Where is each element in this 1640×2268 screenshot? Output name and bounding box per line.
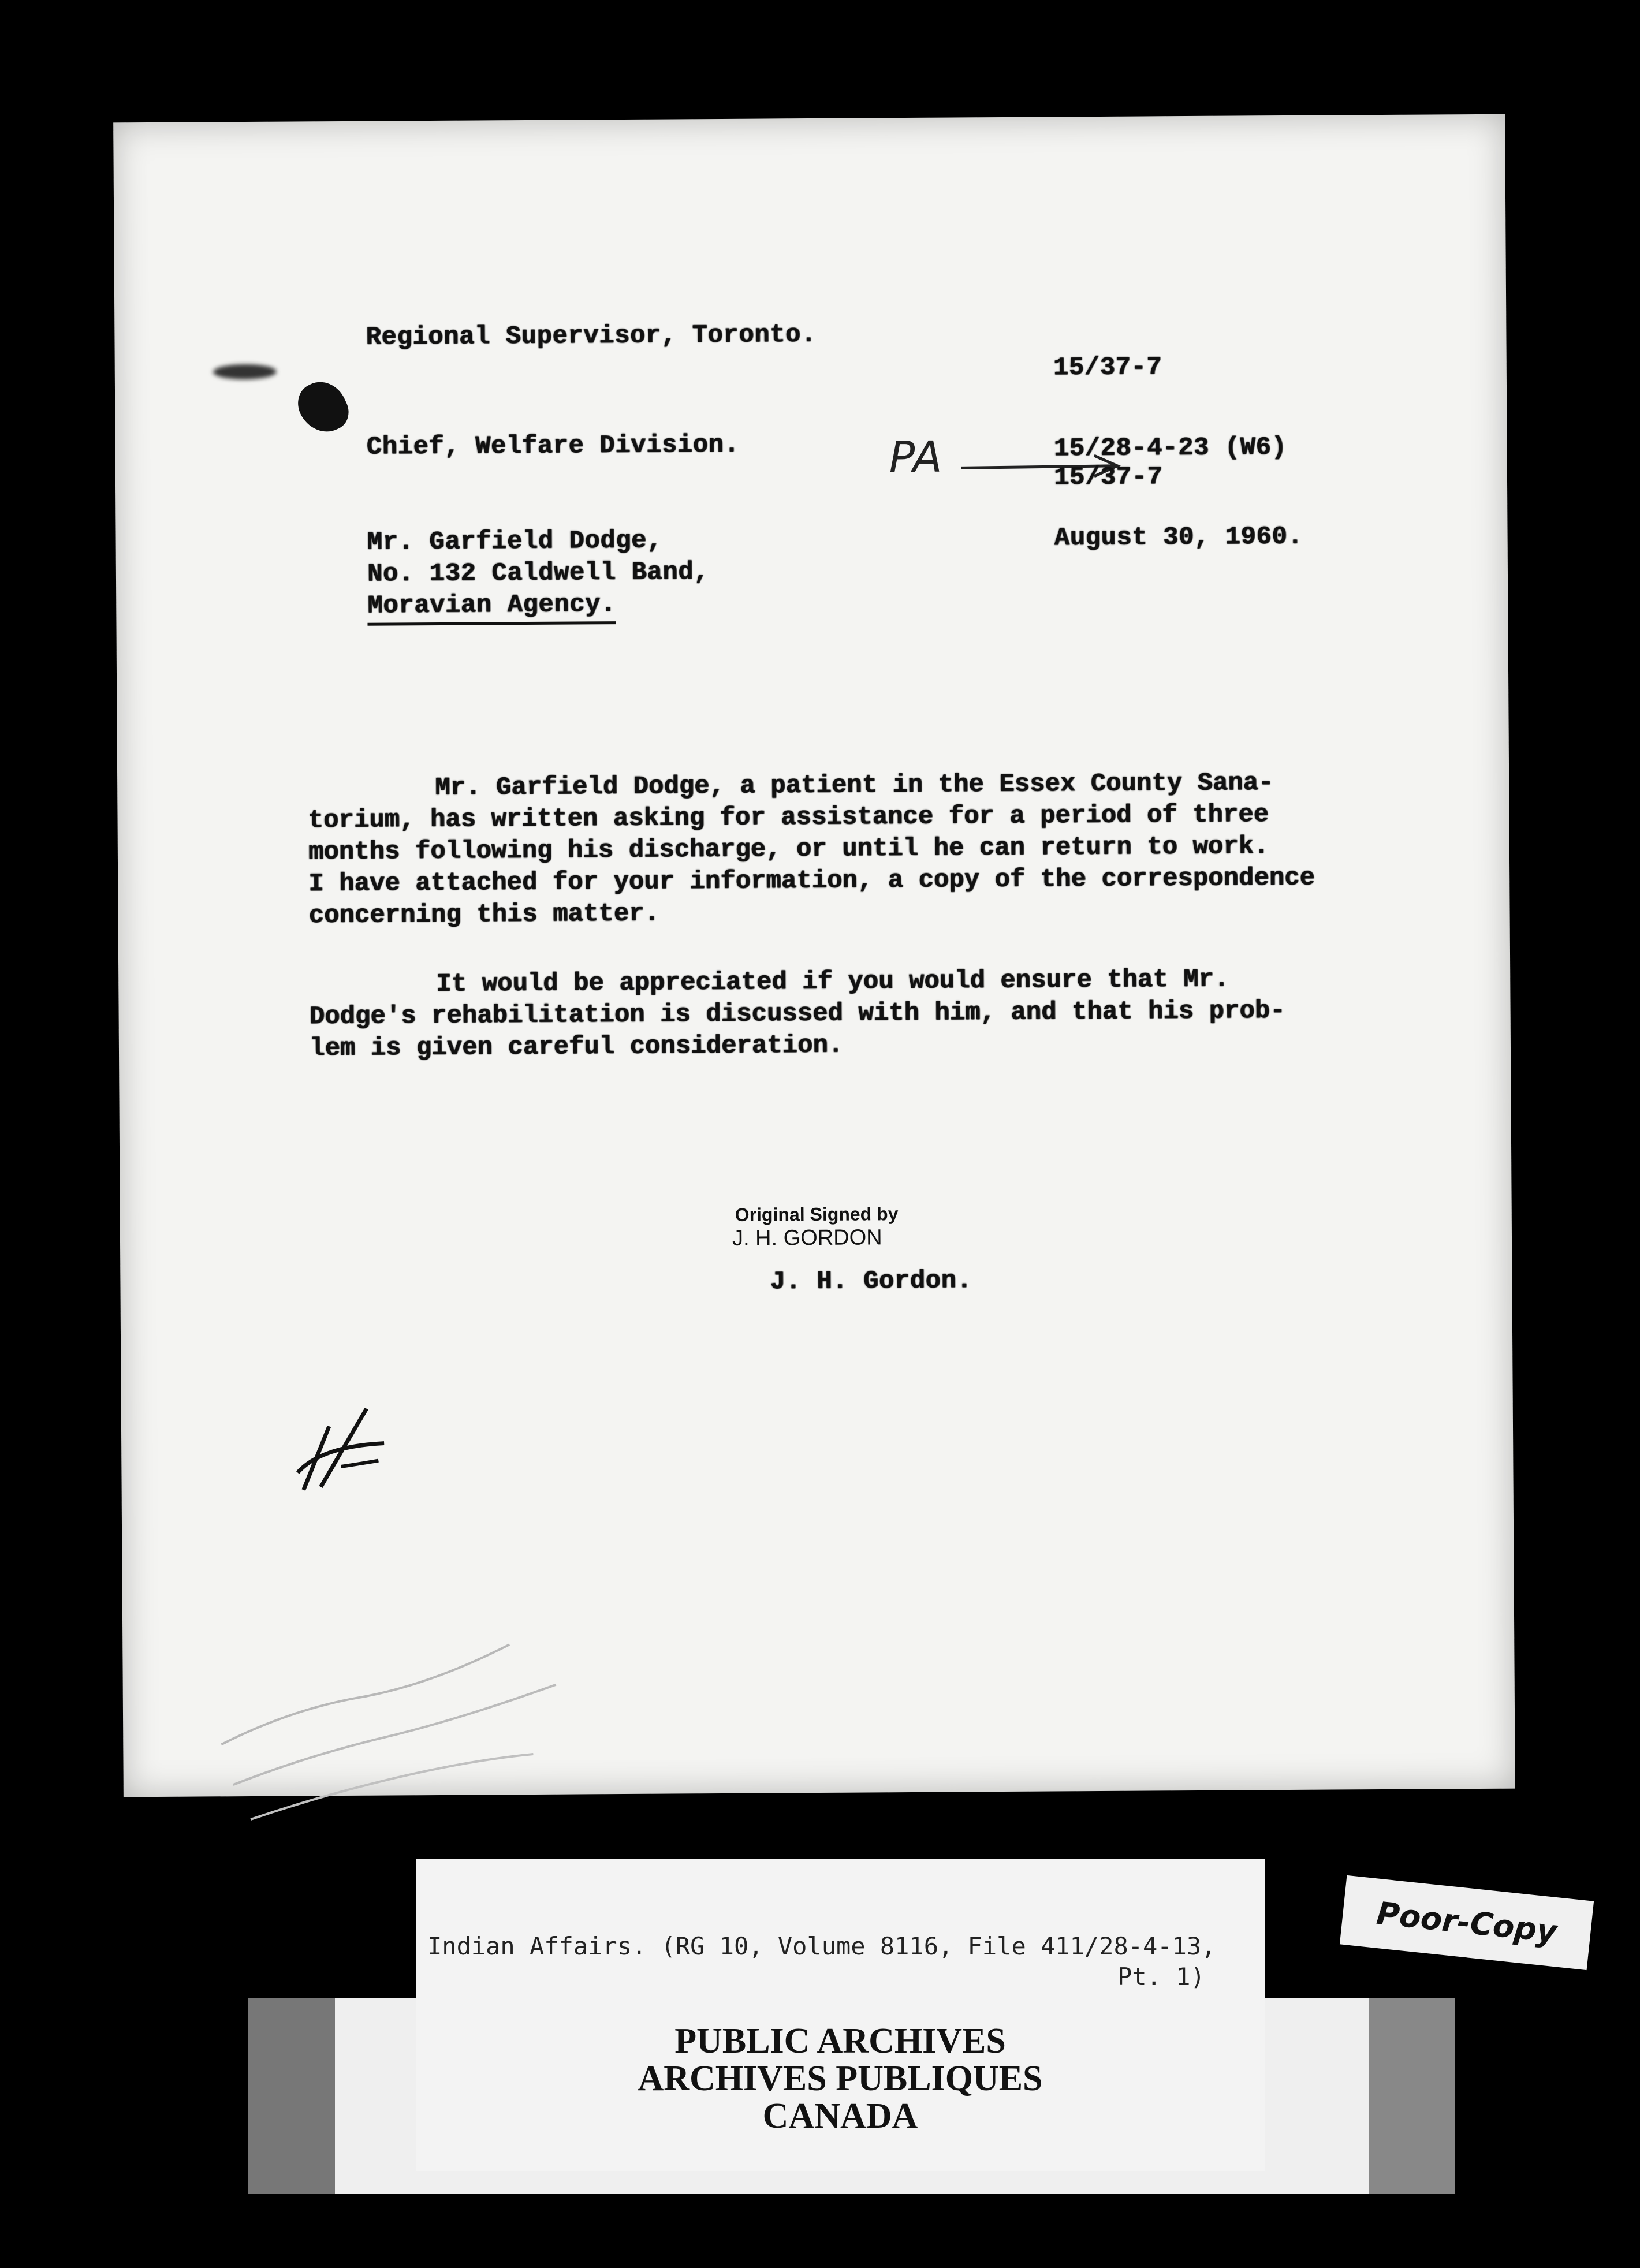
body-line: lem is given careful consideration.	[309, 1031, 844, 1064]
body-line: torium, has written asking for assistance for a period of three	[308, 800, 1269, 835]
subject-name: Mr. Garfield Dodge,	[367, 526, 662, 557]
archives-line-1: PUBLIC ARCHIVES	[674, 2021, 1006, 2061]
body-line: I have attached for your information, a copy of the correspondence	[308, 863, 1315, 899]
label-edge	[1369, 1998, 1455, 2194]
file-reference-2: 15/28-4-23 (W6)	[1053, 432, 1287, 464]
ink-smudge	[213, 364, 277, 380]
file-reference-1: 15/37-7	[1053, 353, 1162, 383]
body-line: Mr. Garfield Dodge, a patient in the Essex County Sana-	[435, 769, 1274, 803]
body-line: Dodge's rehabilitation is discussed with him, and that his prob-	[309, 997, 1285, 1032]
poor-copy-note: Poor-Copy	[1340, 1875, 1594, 1970]
handwritten-initials-icon	[286, 1402, 402, 1501]
signature-stamp-line2: J. H. GORDON	[732, 1225, 882, 1251]
body-line: It would be appreciated if you would ensure that Mr.	[436, 965, 1229, 999]
memo-date: August 30, 1960.	[1054, 522, 1303, 553]
body-line: concerning this matter.	[308, 899, 660, 931]
archive-reference-line1: Indian Affairs. (RG 10, Volume 8116, File 411/28-4-13,	[427, 1932, 1216, 1960]
subject-agency: Moravian Agency.	[367, 590, 616, 626]
faint-pencil-notes-icon	[209, 1609, 672, 1843]
archives-line-2: ARCHIVES PUBLIQUES	[638, 2059, 1043, 2098]
label-edge	[248, 1998, 335, 2194]
handwritten-pa: PA	[889, 432, 942, 483]
file-reference-3: 15/37-7	[1053, 462, 1163, 493]
archive-reference-line2: Pt. 1)	[1117, 1963, 1205, 1991]
ink-blot	[291, 374, 355, 441]
subject-band: No. 132 Caldwell Band,	[367, 558, 709, 589]
sender-line: Chief, Welfare Division.	[366, 430, 740, 462]
archives-line-3: CANADA	[762, 2097, 918, 2136]
letter-page	[113, 114, 1515, 1797]
body-line: months following his discharge, or until he can return to work.	[308, 832, 1269, 867]
signature-stamp-line1: Original Signed by	[735, 1203, 899, 1225]
recipient-line: Regional Supervisor, Toronto.	[366, 320, 817, 352]
typed-signature: J. H. Gordon.	[770, 1266, 972, 1297]
archive-label	[416, 1859, 1265, 2171]
